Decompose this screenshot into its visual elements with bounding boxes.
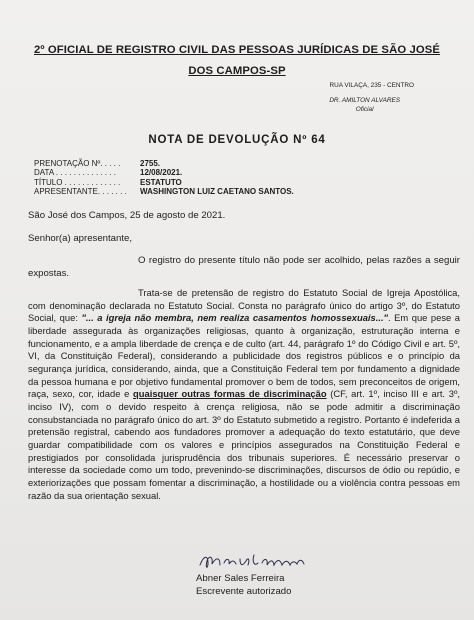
field-value: 12/08/2021.	[140, 168, 183, 178]
underlined-phrase: quaisquer outras formas de discriminação	[133, 388, 327, 400]
field-label: APRESENTANTE. . . . . . .	[34, 187, 127, 197]
field-value: WASHINGTON LUIZ CAETANO SANTOS.	[140, 187, 294, 197]
intro-paragraph: O registro do presente título não pode ser acolhido, pelas razões a seguir expostas.	[28, 255, 460, 279]
field-label: TÍTULO . . . . . . . . . . . . .	[34, 177, 121, 187]
field-row	[34, 159, 294, 168]
body-text-part2: . Em que pese a liberdade assegurada às organizações religiosas, quanto à organização, estruturação interna e funcionamento, e a ampla liberdade de crença e de culto (art. 44, parágrafo 1º do Código Civil e art. 5º, VI, da Constituição Federal), considerando a publicidade dos registros públicos e o princípio da segurança jurídica, considerando, ainda, que a Constituição Federal tem por fundamento a dignidade da pessoa humana e por objetivo fundamental promover o bem de todos, sem preconceitos de origem, raça, sexo, cor, idade e	[28, 312, 460, 400]
field-label: DATA . . . . . . . . . . . . . .	[34, 168, 116, 178]
signatory-name: Abner Sales Ferreira	[196, 573, 285, 584]
field-row	[34, 178, 294, 187]
handwritten-signature	[196, 551, 308, 573]
main-paragraph	[28, 287, 460, 502]
officer-block	[329, 97, 400, 114]
document-title: NOTA DE DEVOLUÇÃO Nº 64	[148, 134, 326, 146]
field-row	[34, 168, 294, 177]
officer-name: DR. AMILTON ALVARES	[329, 97, 400, 104]
place-date: São José dos Campos, 25 de agosto de 2021.	[28, 210, 226, 221]
field-label: PRENOTAÇÃO Nº. . . . .	[34, 159, 121, 168]
field-row	[34, 187, 294, 196]
signatory-role: Escrevente autorizado	[196, 585, 292, 597]
office-name-line-2: DOS CAMPOS-SP	[188, 65, 286, 77]
field-value: 2755.	[140, 159, 161, 168]
signatory	[196, 573, 291, 598]
office-name-line-1: 2º OFICIAL DE REGISTRO CIVIL DAS PESSOAS JURÍDICAS DE SÃO JOSÉ	[33, 44, 440, 56]
letterhead	[0, 40, 474, 82]
body-text-part3: (CF, art. 1º, inciso III e art. 3º, inciso IV), com o devido respeito à crença religiosa, não se pode admitir a discriminação consubstanciada no parágrafo único do art. 3º do Estatuto submetido a registro. Portanto é indeferida a pretensão registral, cabendo aos fundadores promover a adequação do texto estatutário, que deve guardar compatibilidade com os valores e princípios assegurados na Constituição Federal e prestigiados por consolidada jurisprudência dos tribunais superiores. É necessário preservar o interesse da sociedade como um todo, prevenindo-se discriminações, discursos de ódio ou repúdio, e exteriorizações que possam fomentar a discriminação, a hostilidade ou a violência contra pessoas em razão da sua orientação sexual.	[28, 388, 460, 501]
salutation: Senhor(a) apresentante,	[28, 233, 132, 244]
main-paragraph-text	[28, 287, 460, 502]
statute-quote: "... a igreja não membra, nem realiza casamentos homossexuais..."	[81, 312, 388, 324]
protocol-fields	[34, 159, 294, 197]
field-value: ESTATUTO	[140, 177, 182, 187]
officer-title: Oficial	[355, 105, 374, 113]
office-address: RUA VILAÇA, 235 - CENTRO	[329, 82, 414, 89]
body-text-part1: Trata-se de pretensão de registro do Estatuto Social de Igreja Apostólica, com denominação declarada no Estatuto Social. Consta no parágrafo único do artigo 3º, do Estatuto Social, que:	[28, 287, 460, 324]
